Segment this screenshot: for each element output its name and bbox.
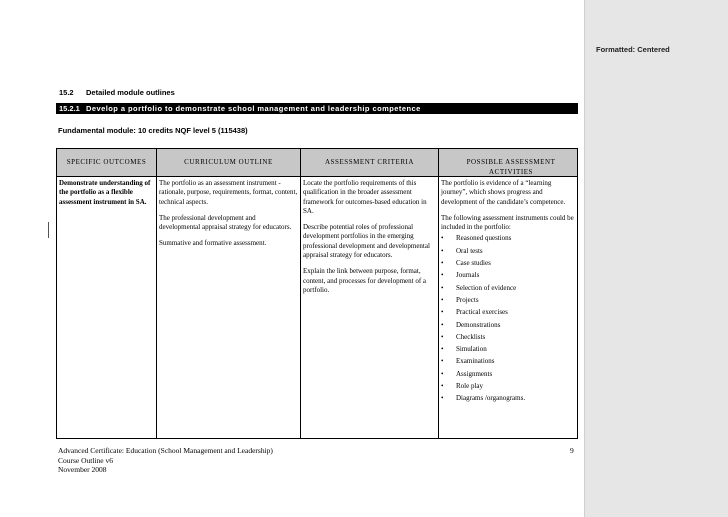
list-item: • Projects (441, 295, 479, 304)
subsection-number: 15.2.1 (59, 104, 80, 113)
bullet-icon: • (441, 382, 444, 391)
activities-intro: The portfolio is evidence of a “learning journey”, which shows progress and development of the candidate’s competence. (441, 179, 566, 206)
module-outline-table (56, 148, 578, 439)
assessment-criteria-cell (303, 179, 436, 302)
footer-line: November 2008 (58, 465, 107, 474)
curriculum-item: The professional development and developmental appraisal strategy for educators. (159, 213, 292, 232)
bullet-icon: • (441, 259, 444, 268)
bullet-icon: • (441, 295, 444, 304)
bullet-icon: • (441, 271, 444, 280)
header-possible-assessment-activities: POSSIBLE ASSESSMENT ACTIVITIES (466, 158, 556, 176)
comments-pane (584, 0, 728, 517)
activities-list (441, 234, 575, 403)
criteria-item: Locate the portfolio requirements of this qualification in the broader assessment framework for outcomes-based education in SA. (303, 179, 427, 215)
bullet-icon: • (441, 394, 444, 403)
curriculum-outline-cell (159, 179, 298, 256)
criteria-item: Describe potential roles of professional development portfolios in the emerging professional development and developmental appraisal strategy for educators. (303, 223, 430, 260)
column-divider (300, 149, 301, 438)
header-curriculum-outline: CURRICULUM OUTLINE (184, 158, 273, 166)
list-item: • Examinations (441, 357, 495, 366)
list-item: • Diagrams /organograms. (441, 394, 526, 403)
list-item: • Role play (441, 382, 484, 391)
subsection-bar (56, 103, 578, 114)
bullet-icon: • (441, 246, 444, 255)
list-item: • Selection of evidence (441, 283, 517, 292)
bullet-icon: • (441, 283, 444, 292)
list-item: • Demonstrations (441, 320, 501, 329)
curriculum-item: The portfolio as an assessment instrument - rationale, purpose, requirements, format, content, technical aspects. (159, 179, 298, 206)
list-item: • Oral tests (441, 246, 483, 255)
bullet-icon: • (441, 345, 444, 354)
bullet-icon: • (441, 369, 444, 378)
page-number: 9 (570, 446, 574, 455)
list-item: • Assignments (441, 369, 493, 378)
bullet-icon: • (441, 332, 444, 341)
subsection-title: Develop a portfolio to demonstrate school management and leadership competence (86, 104, 421, 113)
list-item: • Checklists (441, 332, 486, 341)
curriculum-item: Summative and formative assessment. (159, 239, 267, 248)
column-divider (156, 149, 157, 438)
list-item: • Simulation (441, 345, 487, 354)
specific-outcome-cell: Demonstrate understanding of the portfolio as a flexible assessment instrument in SA. (59, 179, 151, 206)
criteria-item: Explain the link between purpose, format, content, and processes for development of a portfolio. (303, 267, 427, 294)
list-item: • Reasoned questions (441, 234, 512, 243)
bullet-icon: • (441, 308, 444, 317)
list-item: • Case studies (441, 259, 491, 268)
footer-line: Course Outline v6 (58, 455, 113, 465)
header-specific-outcomes: SPECIFIC OUTCOMES (66, 158, 147, 166)
list-item: • Practical exercises (441, 308, 508, 317)
bullet-icon: • (441, 357, 444, 366)
section-number: 15.2 (59, 88, 74, 97)
assessment-activities-cell (441, 179, 575, 407)
change-bar-marker (48, 222, 49, 238)
list-item: • Journals (441, 271, 480, 280)
bullet-icon: • (441, 234, 444, 243)
footer-line: Advanced Certificate: Education (School Management and Leadership) (58, 446, 273, 455)
header-assessment-criteria: ASSESSMENT CRITERIA (324, 158, 415, 166)
activities-intro: The following assessment instruments could be included in the portfolio: (441, 213, 574, 232)
fundamental-module-line: Fundamental module: 10 credits NQF level 5 (115438) (58, 126, 248, 135)
comment-balloon-heading[interactable]: Formatted: Centered (596, 45, 670, 54)
bullet-icon: • (441, 320, 444, 329)
column-divider (438, 149, 439, 438)
section-title: Detailed module outlines (86, 88, 175, 97)
